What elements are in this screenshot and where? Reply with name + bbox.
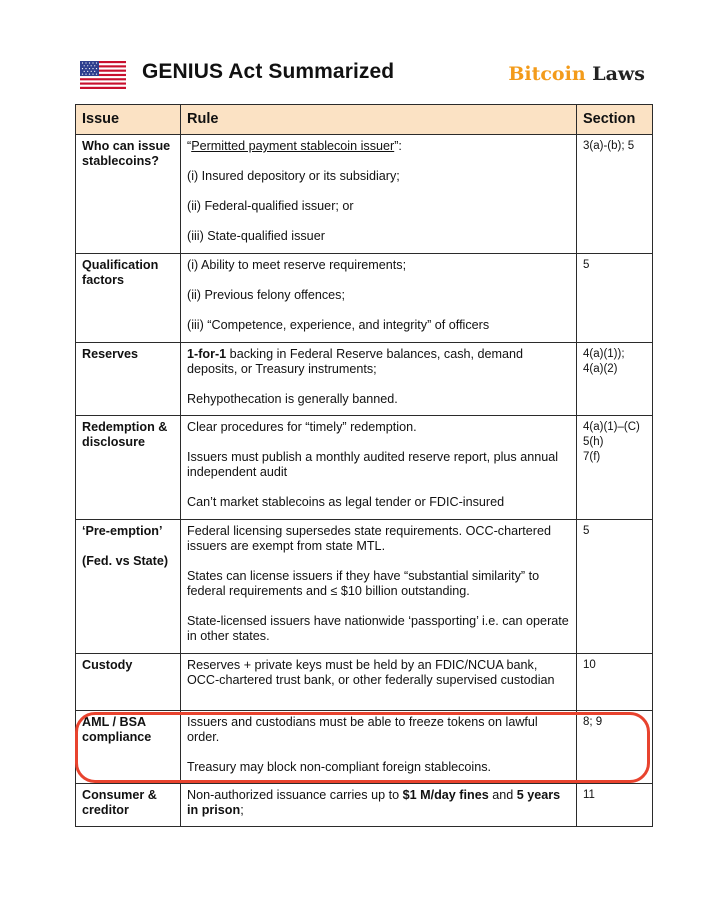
rule-line: Rehypothecation is generally banned. <box>187 392 398 406</box>
rule-cell <box>181 654 577 711</box>
rule-line: Reserves + private keys must be held by an FDIC/NCUA bank, OCC-chartered trust bank, or other federally supervised custodian <box>187 658 555 687</box>
table-row <box>76 343 653 416</box>
rule-line: (ii) Previous felony offences; <box>187 288 345 302</box>
rule-line: 1-for-1 backing in Federal Reserve balances, cash, demand deposits, or Treasury instruments; <box>187 347 524 376</box>
section-cell: 5 <box>577 254 653 343</box>
rule-line: Clear procedures for “timely” redemption. <box>187 420 417 434</box>
rule-cell <box>181 520 577 654</box>
rule-line: States can license issuers if they have “substantial similarity” to federal requirements and ≤ $10 billion outstanding. <box>187 569 540 598</box>
section-cell: 8; 9 <box>577 711 653 784</box>
table-row <box>76 711 653 784</box>
rule-line: Issuers and custodians must be able to freeze tokens on lawful order. <box>187 715 538 744</box>
rule-line: Treasury may block non-compliant foreign stablecoins. <box>187 760 492 774</box>
rule-line: State-licensed issuers have nationwide ‘passporting’ i.e. can operate in other states. <box>187 614 569 643</box>
us-flag-icon <box>80 61 126 89</box>
section-cell: 5 <box>577 520 653 654</box>
issue-cell: AML / BSA compliance <box>76 711 181 784</box>
column-header-rule: Rule <box>181 105 577 135</box>
section-cell: 4(a)(1)); 4(a)(2) <box>577 343 653 416</box>
table-row <box>76 520 653 654</box>
column-header-section: Section <box>577 105 653 135</box>
issue-cell: Reserves <box>76 343 181 416</box>
page-title: GENIUS Act Summarized <box>142 60 395 83</box>
rule-line: Non-authorized issuance carries up to $1 M/day fines and 5 years in prison; <box>187 788 561 817</box>
table-row <box>76 254 653 343</box>
rule-line: (i) Ability to meet reserve requirements; <box>187 258 407 272</box>
brand-word-laws: Laws <box>592 63 645 85</box>
rule-line: (i) Insured depository or its subsidiary; <box>187 169 400 183</box>
rule-cell <box>181 784 577 827</box>
rule-cell <box>181 135 577 254</box>
issue-cell: Qualification factors <box>76 254 181 343</box>
rule-line: Federal licensing supersedes state requirements. OCC-chartered issuers are exempt from state MTL. <box>187 524 551 553</box>
brand-logo <box>508 63 645 85</box>
rule-line: (iii) “Competence, experience, and integrity” of officers <box>187 318 490 332</box>
table-row <box>76 784 653 827</box>
rule-line: Issuers must publish a monthly audited reserve report, plus annual independent audit <box>187 450 559 479</box>
page-header <box>0 0 725 100</box>
column-header-issue: Issue <box>76 105 181 135</box>
issue-cell: Who can issue stablecoins? <box>76 135 181 254</box>
section-cell: 11 <box>577 784 653 827</box>
summary-table <box>75 104 653 827</box>
table-row <box>76 654 653 711</box>
table-row <box>76 416 653 520</box>
table-row <box>76 135 653 254</box>
rule-cell <box>181 416 577 520</box>
issue-cell: Redemption & disclosure <box>76 416 181 520</box>
section-cell: 4(a)(1)–(C) 5(h) 7(f) <box>577 416 653 520</box>
rule-line: (iii) State-qualified issuer <box>187 229 325 243</box>
rule-line: (ii) Federal-qualified issuer; or <box>187 199 354 213</box>
rule-cell <box>181 343 577 416</box>
rule-cell <box>181 711 577 784</box>
brand-word-bitcoin: Bitcoin <box>508 63 586 85</box>
section-cell: 10 <box>577 654 653 711</box>
table-header-row <box>76 105 653 135</box>
permitted-issuer-link[interactable]: Permitted payment stablecoin issuer <box>191 139 395 153</box>
rule-cell <box>181 254 577 343</box>
issue-cell: ‘Pre-emption’ (Fed. vs State) <box>76 520 181 654</box>
section-cell: 3(a)-(b); 5 <box>577 135 653 254</box>
issue-cell: Custody <box>76 654 181 711</box>
issue-cell: Consumer & creditor <box>76 784 181 827</box>
rule-line: “Permitted payment stablecoin issuer”: <box>187 139 402 153</box>
rule-line: Can’t market stablecoins as legal tender or FDIC-insured <box>187 495 505 509</box>
